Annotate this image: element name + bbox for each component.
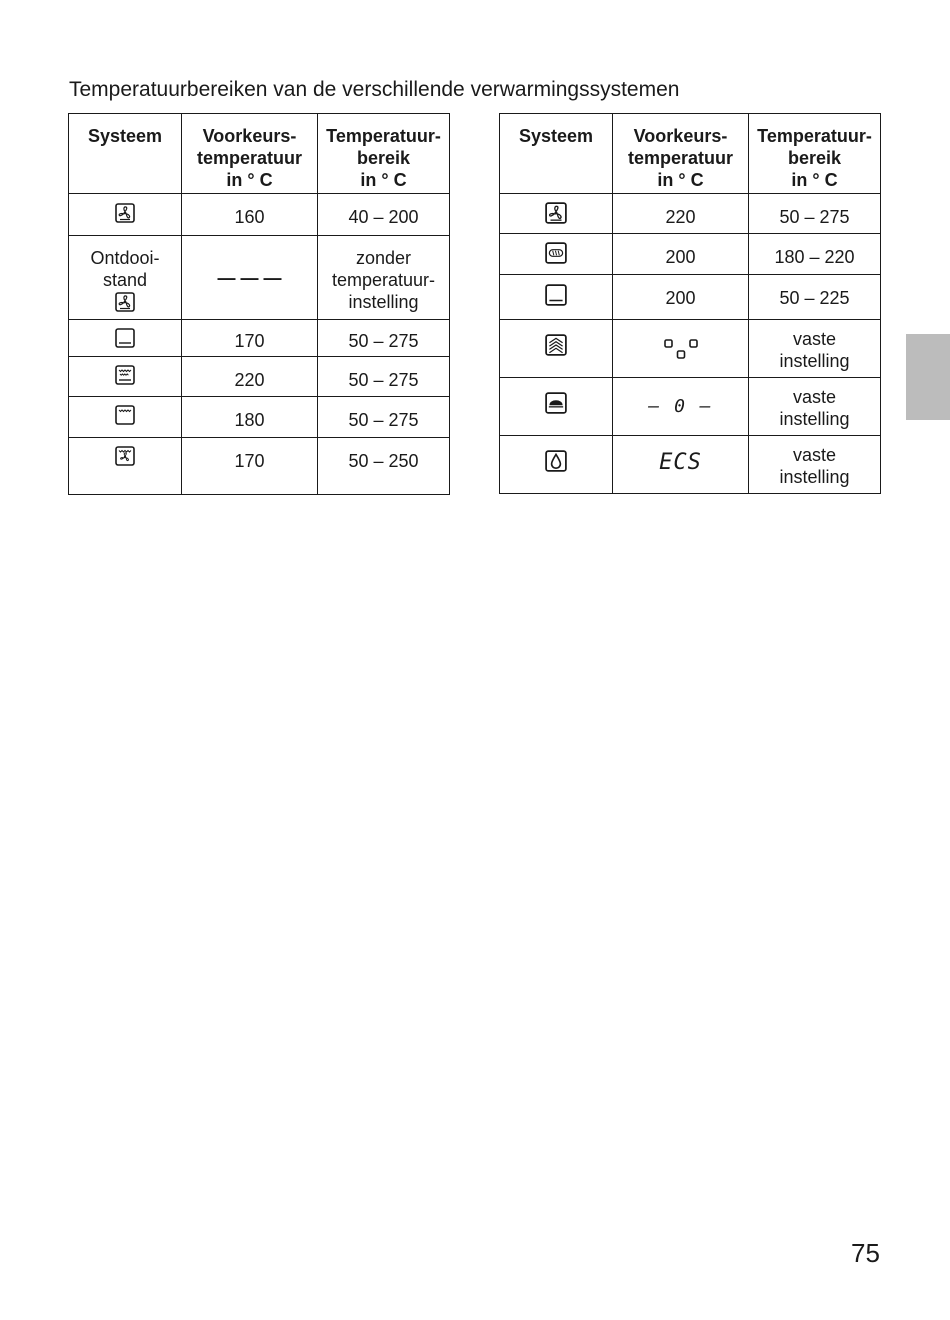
right-row6-preheat: ECS [613, 436, 749, 494]
header-range: Temperatuur- bereik in ° C [749, 114, 881, 194]
header-preheat: Voorkeurs- temperatuur in ° C [182, 114, 318, 194]
left-row6-preheat: 170 [182, 438, 318, 495]
left-row2-range: zonder temperatuur- instelling [318, 236, 450, 320]
table-row [500, 436, 881, 494]
header-range: Temperatuur- bereik in ° C [318, 114, 450, 194]
table-row [500, 194, 881, 234]
right-temperature-table [499, 113, 881, 494]
bottom-heat-icon [115, 328, 135, 348]
table-row [69, 357, 450, 397]
left-row4-preheat: 220 [182, 357, 318, 397]
left-row3-range: 50 – 275 [318, 320, 450, 357]
left-row3-preheat: 170 [182, 320, 318, 357]
table-row [69, 320, 450, 357]
right-row1-preheat: 220 [613, 194, 749, 234]
bread-icon [545, 242, 567, 264]
left-row5-range: 50 – 275 [318, 397, 450, 438]
drop-icon [545, 450, 567, 472]
right-row2-preheat: 200 [613, 234, 749, 275]
bottom-heat-icon [545, 284, 567, 306]
hot-air-fan-icon [545, 202, 567, 224]
header-system: Systeem [69, 114, 182, 194]
table-row [500, 275, 881, 320]
table-row [69, 194, 450, 236]
table-row [500, 378, 881, 436]
left-row1-preheat: 160 [182, 194, 318, 236]
left-row5-preheat: 180 [182, 397, 318, 438]
right-row5-range: vaste instelling [749, 378, 881, 436]
right-row6-range: vaste instelling [749, 436, 881, 494]
left-row4-range: 50 – 275 [318, 357, 450, 397]
table-header-row [500, 114, 881, 194]
table-row [500, 234, 881, 275]
layered-heat-icon [545, 334, 567, 356]
table-row [69, 236, 450, 320]
hot-air-fan-icon [115, 203, 135, 223]
left-row6-range: 50 – 250 [318, 438, 450, 495]
table-row [500, 320, 881, 378]
section-tab-marker [906, 334, 950, 420]
right-row5-preheat: – 0 – [613, 378, 749, 436]
table-row [69, 397, 450, 438]
fan-grill-icon [115, 446, 135, 466]
right-row4-range: vaste instelling [749, 320, 881, 378]
header-system: Systeem [500, 114, 613, 194]
page-title: Temperatuurbereiken van de verschillende verwarmingssystemen [69, 78, 680, 101]
right-row1-range: 50 – 275 [749, 194, 881, 234]
top-heat-icon [115, 405, 135, 425]
header-preheat: Voorkeurs- temperatuur in ° C [613, 114, 749, 194]
left-row1-range: 40 – 200 [318, 194, 450, 236]
hot-air-fan-icon [115, 292, 135, 312]
dish-icon [545, 392, 567, 414]
defrost-label: Ontdooi- stand [90, 248, 160, 290]
left-row2-preheat: — — — [182, 236, 318, 320]
right-row3-range: 50 – 225 [749, 275, 881, 320]
top-grill-heat-icon [115, 365, 135, 385]
three-squares-symbol-icon [663, 338, 699, 362]
table-row [69, 438, 450, 495]
right-row3-preheat: 200 [613, 275, 749, 320]
right-row2-range: 180 – 220 [749, 234, 881, 275]
table-header-row [69, 114, 450, 194]
page-number: 75 [851, 1238, 880, 1268]
left-temperature-table [68, 113, 450, 495]
